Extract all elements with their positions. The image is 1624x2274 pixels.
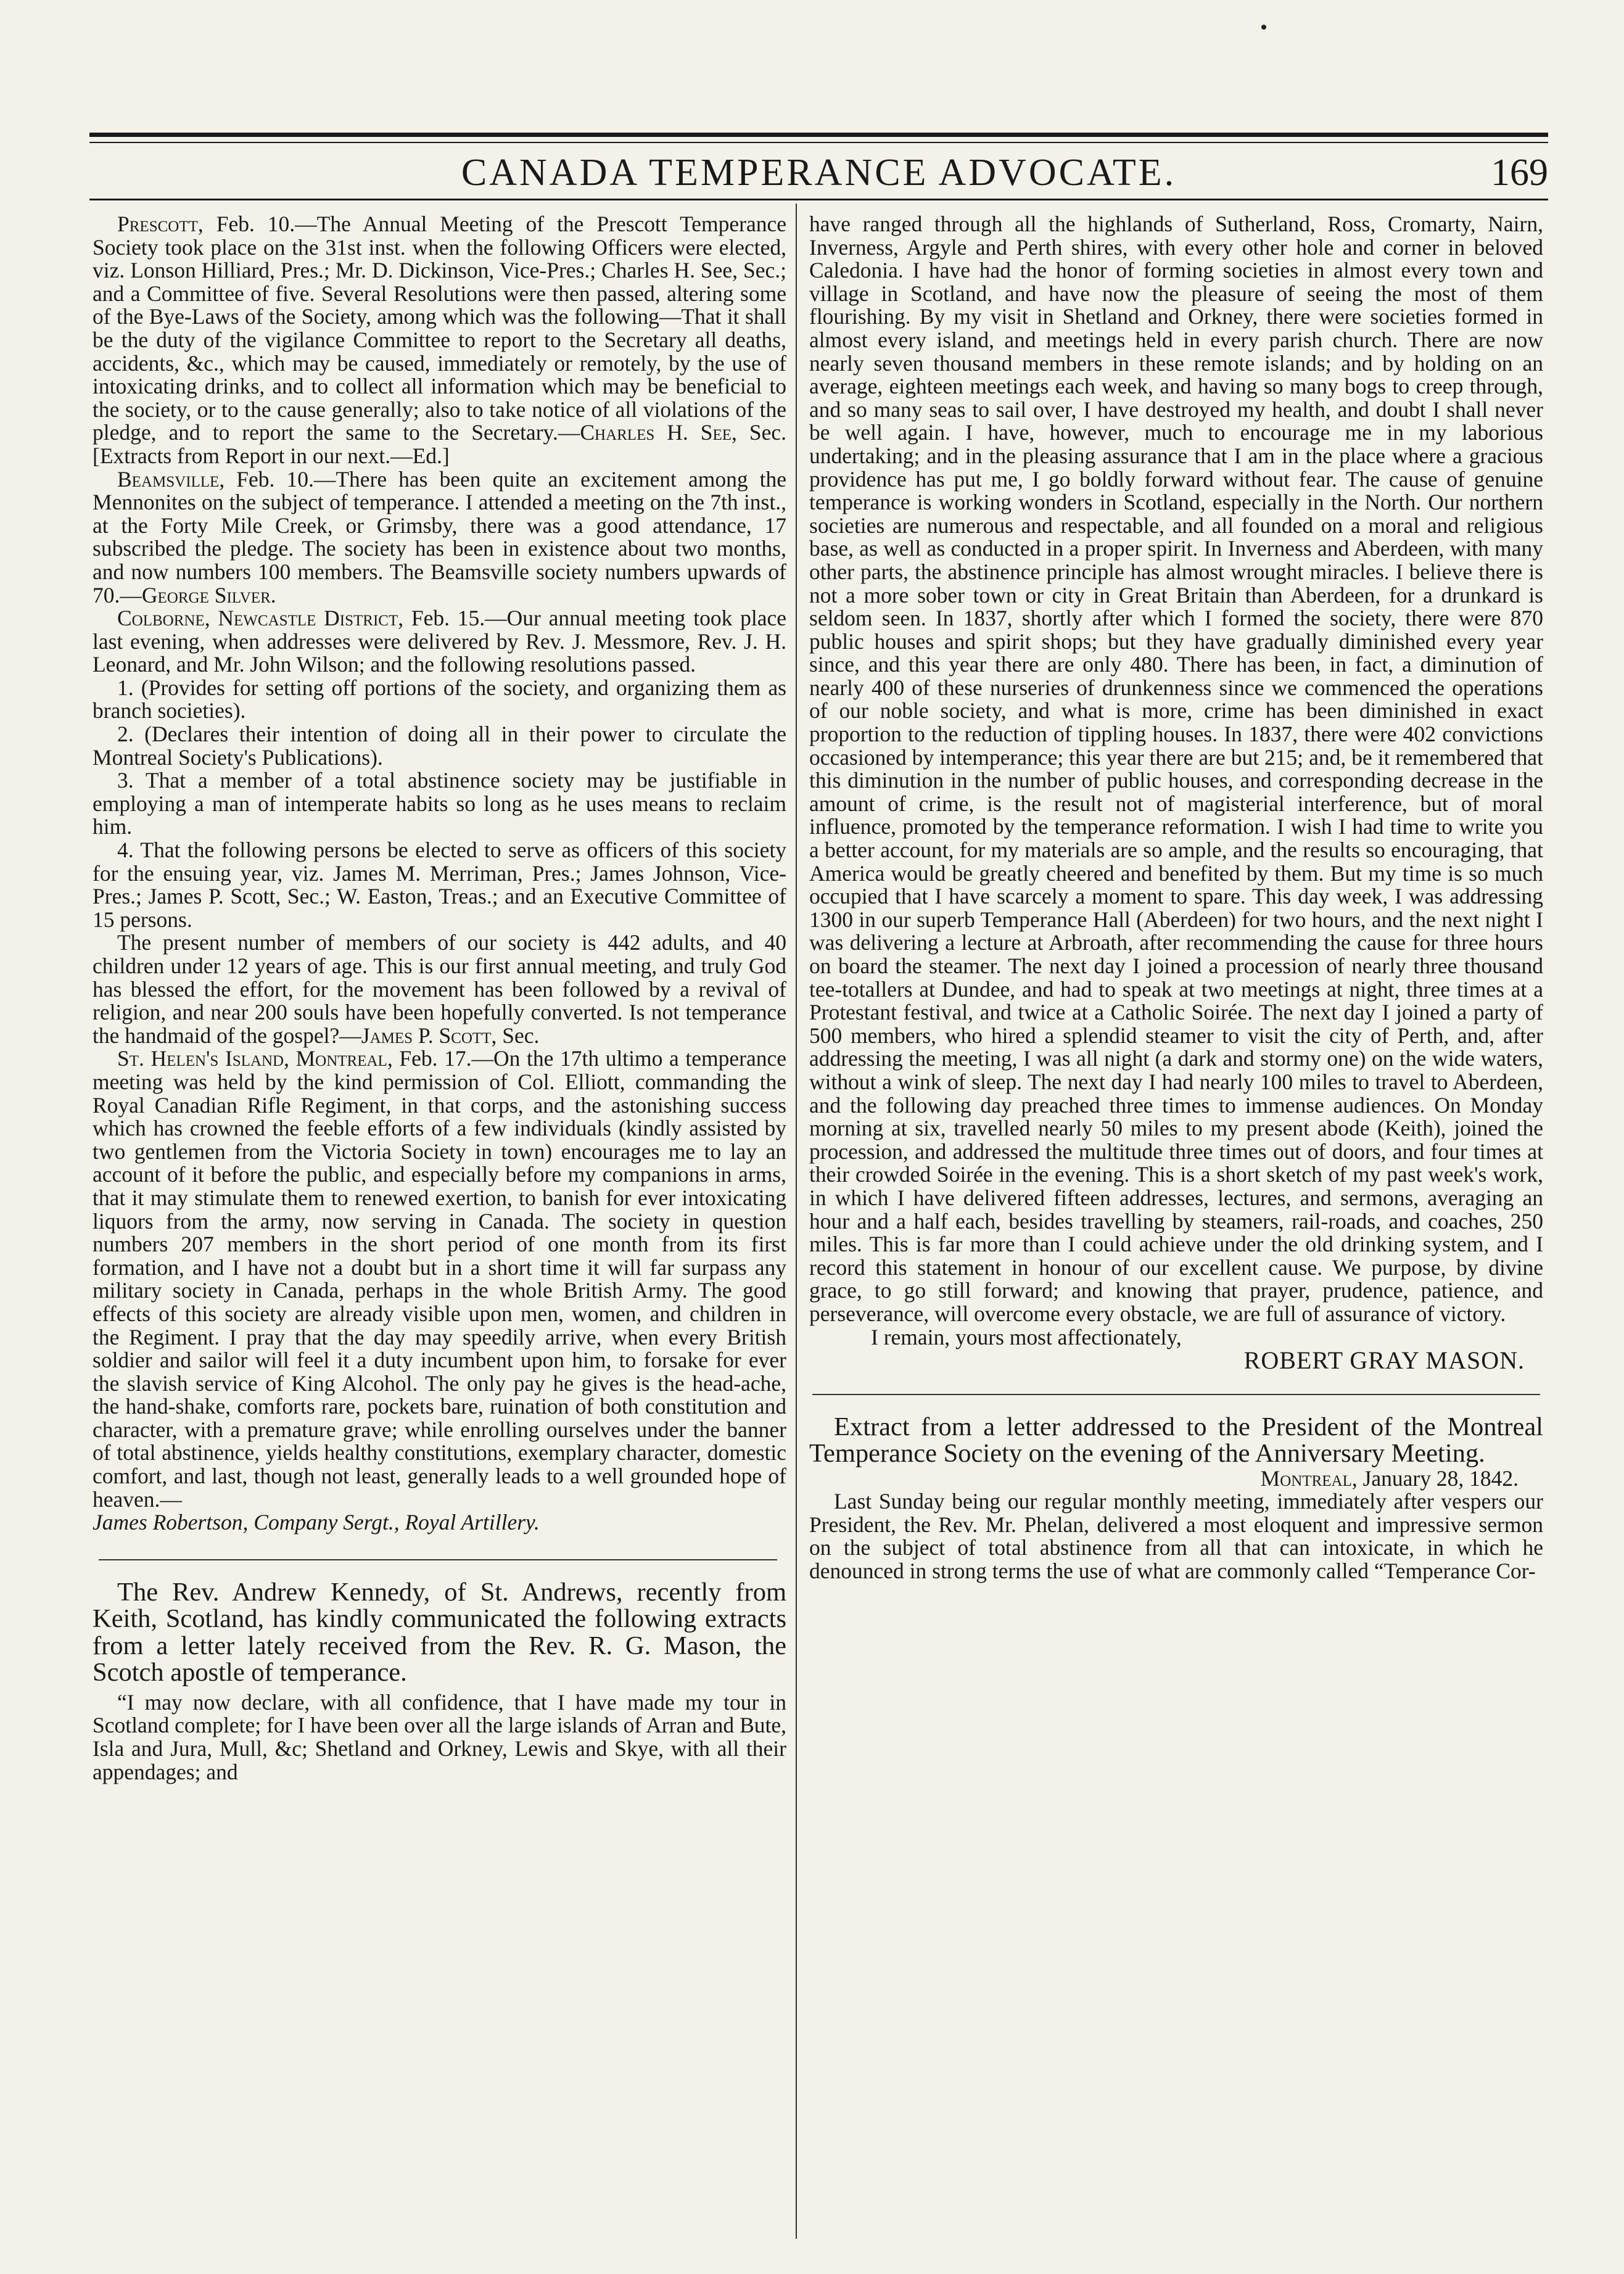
- beamsville-report: [93, 468, 786, 608]
- resolution-item: 1. (Provides for setting off portions of the society, and organizing them as branch societies).: [93, 675, 786, 723]
- mason-letter-continued: have ranged through all the highlands of Sutherland, Ross, Cromarty, Nairn, Inverness, Argyle and Perth shires, with every other hole and corner in beloved Caledonia. I have had the honor of forming societies in almost every town and village in Scotland, and have now the pleasure of seeing the most of them flourishing. By my visit in Shetland and Orkney, there were societies formed in almost every island, and meetings held in every parish church. There are now nearly seven thousand members in these remote islands; and by holding on an average, eighteen meetings each week, and having so many bogs to creep through, and so many seas to sail over, I have destroyed my health, and doubt I shall never be well again. I have, however, much to encourage me in my laborious undertaking; and in the pleasing assurance that I am in the place where a gracious providence has put me, I go boldly forward without fear. The cause of genuine temperance is working wonders in Scotland, especially in the North. Our northern societies are numerous and respectable, and all founded on a moral and religious base, as well as conducted in a proper spirit. In Inverness and Aberdeen, with many other parts, the abstinence principle has almost wrought miracles. I believe there is not a more sober town or city in Great Britain than Aberdeen, for a drunkard is seldom seen. In 1837, shortly after which I formed the society, there were 870 public houses and spirit shops; but they have gradually diminished every year since, and this year there are only 480. There has been, in fact, a diminution of nearly 400 of these nurseries of drunkenness since we commenced the operations of our noble society, and what is more, crime has been diminished in exact proportion to the reduction of tippling houses. In 1837, there were 402 convictions occasioned by intemperance; this year there are but 215; and, be it remembered that this diminution in the number of public houses, and corresponding decrease in the amount of crime, is the result not of magisterial interference, but of moral influence, promoted by the temperance reformation. I wish I had time to write you a better account, for my materials are so ample, and the results so encouraging, that America would be greatly cheered and benefited by them. But my time is so much occupied that I have scarcely a moment to spare. This day week, I was addressing 1300 in our superb Temperance Hall (Aberdeen) for two hours, and the next night I was delivering a lecture at Arbroath, after recommending the cause for three hours on board the steamer. The next day I joined a procession of nearly three thousand tee-totallers at Dundee, and had to speak at two meetings at night, three times at a Protestant festival, and twice at a Catholic Soirée. The next day I joined a party of 500 members, who hired a splendid steamer to visit the city of Perth, and, after addressing the meeting, I was all night (a dark and stormy one) on the wide waters, without a wink of sleep. The next day I had nearly 100 miles to travel to Aberdeen, and the following day preached three times to immense audiences. On Monday morning at six, travelled nearly 50 miles to my present abode (Keith), joined the procession, and addressed the multitude three times out of doors, and four times at their crowded Soirée in the evening. This is a short sketch of my past week's work, in which I have delivered fifteen addresses, lectures, and sermons, averaging an hour and a half each, besides travelling by steamers, rail-roads, and coaches, 250 miles. This is far more than I could achieve under the old drinking system, and I record this statement in honour of our excellent cause. We purpose, by divine grace, to go still forward; and knowing that prayer, prudence, patience, and perseverance, will overcome every obstacle, we are full of assurance of victory.: [809, 212, 1543, 1326]
- report-tail: Sec. [Extracts from Report in our next.—Ed.]: [93, 420, 786, 468]
- masthead-rule-thin: [89, 142, 1548, 143]
- masthead-rule-thick: [89, 133, 1548, 137]
- report-signature: James Robertson, Company Sergt., Royal Artillery.: [93, 1510, 540, 1535]
- section-divider: [812, 1394, 1540, 1395]
- report-signature: James P. Scott,: [361, 1023, 497, 1048]
- left-column: [93, 213, 786, 1784]
- masthead-rule-under: [89, 199, 1548, 200]
- extract-text: Last Sunday being our regular monthly meeting, immediately after vespers our President, the Rev. Mr. Phelan, delivered a most eloquent and impressive sermon on the subject of total abstinence from all that can intoxicate, in which he denounced in strong terms the use of what are commonly called “Temperance Cor-: [809, 1489, 1543, 1584]
- report-text: Feb. 15.—Our annual meeting took place last evening, when addresses were delivered by Rev. J. Messmore, Rev. J. H. Leonard, and Mr. John Wilson; and the following resolutions passed.: [93, 606, 786, 677]
- dateline-date: January 28, 1842.: [1357, 1465, 1519, 1491]
- mason-letter-start: “I may now declare, with all confidence, that I have made my tour in Scotland complete; for I have been over all the large islands of Arran and Bute, Isla and Jura, Mull, &c; Shetland and Orkney, Lewis and Skye, with all their appendages; and: [93, 1689, 786, 1784]
- st-helens-signature: [93, 1511, 786, 1535]
- st-helens-report: [93, 1047, 786, 1511]
- resolution-item: 2. (Declares their intention of doing all in their power to circulate the Montreal Society's Publications).: [93, 722, 786, 770]
- report-signature: Charles H. See,: [580, 420, 737, 445]
- place-name: St. Helen's Island, Montreal,: [117, 1046, 393, 1071]
- report-text: Feb. 10.—The Annual Meeting of the Prescott Temperance Society took place on the 31st inst. when the following Officers were elected, viz. Lonson Hilliard, Pres.; Mr. D. Dickinson, Vice-Pres.; Charles H. See, Sec.; and a Committee of five. Several Resolutions were then passed, altering some of the Bye-Laws of the Society, among which was the following—That it shall be the duty of the vigilance Committee to report to the Secretary all deaths, accidents, &c., which may be caused, immediately or remotely, by the use of intoxicating drinks, and to collect all information which may be beneficial to the society, or to the cause generally; also to take notice of all violations of the pledge, and to report the same to the Secretary.—: [93, 212, 786, 445]
- section-divider: [99, 1559, 777, 1560]
- ink-speck: [1261, 25, 1266, 30]
- letter-signature: ROBERT GRAY MASON.: [1243, 1346, 1525, 1375]
- report-text: Feb. 10.—There has been quite an excitement among the Mennonites on the subject of temperance. I attended a meeting on the 7th inst., at the Forty Mile Creek, or Grimsby, there was a good attendance, 17 subscribed the pledge. The society has been in existence about two months, and now numbers 100 members. The Beamsville society numbers upwards of 70.—: [93, 466, 786, 608]
- place-name: Beamsville,: [117, 466, 225, 492]
- report-signature: George Silver.: [141, 582, 276, 608]
- dateline-place: Montreal,: [1260, 1465, 1358, 1491]
- extract-dateline: [809, 1467, 1543, 1491]
- colborne-report: [93, 607, 786, 677]
- resolution-item: 3. That a member of a total abstinence society may be justifiable in employing a man of intemperate habits so long as he uses means to reclaim him.: [93, 768, 786, 839]
- page-title: CANADA TEMPERANCE ADVOCATE.: [461, 152, 1177, 194]
- colborne-closing: [93, 931, 786, 1047]
- resolution-item: 4. That the following persons be elected to serve as officers of this society for the ensuing year, viz. James M. Merriman, Pres.; James Johnson, Vice-Pres.; James P. Scott, Sec.; W. Easton, Treas.; and an Executive Committee of 15 persons.: [93, 838, 786, 932]
- page-number: 169: [1491, 152, 1548, 194]
- letter-closing: I remain, yours most affectionately,: [871, 1324, 1182, 1349]
- prescott-report: [93, 213, 786, 468]
- report-text: Feb. 17.—On the 17th ultimo a temperance meeting was held by the kind permission of Col. Elliott, commanding the Royal Canadian Rifle Regiment, in that corps, and the astonishing success which has crowned the feeble efforts of a few individuals (kindly assisted by two gentlemen from the Victoria Society in town) encourages me to lay an account of it before the public, and especially before my companions in arms, that it may stimulate them to renewed exertion, to banish for ever intoxicating liquors from the army, now serving in Canada. The society in question numbers 207 members in the short period of one month from its first formation, and I have not a doubt but in a short time it will far surpass any military society in Canada, perhaps in the whole British Army. The good effects of this society are already visible upon men, women, and children in the Regiment. I pray that the day may speedily arrive, when every British soldier and sailor will feel it a duty incumbent upon him, to forsake for ever the slavish service of King Alcohol. The only pay he gives is the head-ache, the hand-shake, comforts rare, pockets bare, ruination of both constitution and character, with a premature grave; while enrolling ourselves under the banner of total abstinence, yields healthy constitutions, exemplary character, domestic comfort, and last, though not least, generally leads to a well grounded hope of heaven.—: [93, 1046, 786, 1512]
- right-column: [809, 213, 1543, 1583]
- place-name: Prescott,: [117, 212, 204, 236]
- report-text: The present number of members of our society is 442 adults, and 40 children under 12 years of age. This is our first annual meeting, and truly God has blessed the effort, for the movement has been followed by a revival of religion, and near 200 souls have been hopefully converted. Is not temperance the handmaid of the gospel?—: [93, 930, 786, 1048]
- extract-heading: Extract from a letter addressed to the President of the Montreal Temperance Society on the evening of the Anniversary Meeting.: [809, 1412, 1543, 1469]
- report-tail: Sec.: [497, 1023, 540, 1048]
- place-name: Colborne, Newcastle District,: [117, 606, 404, 631]
- column-divider: [796, 204, 797, 2239]
- kennedy-intro: The Rev. Andrew Kennedy, of St. Andrews, recently from Keith, Scotland, has kindly communicated the following extracts from a letter lately received from the Rev. R. G. Mason, the Scotch apostle of temperance.: [93, 1577, 786, 1687]
